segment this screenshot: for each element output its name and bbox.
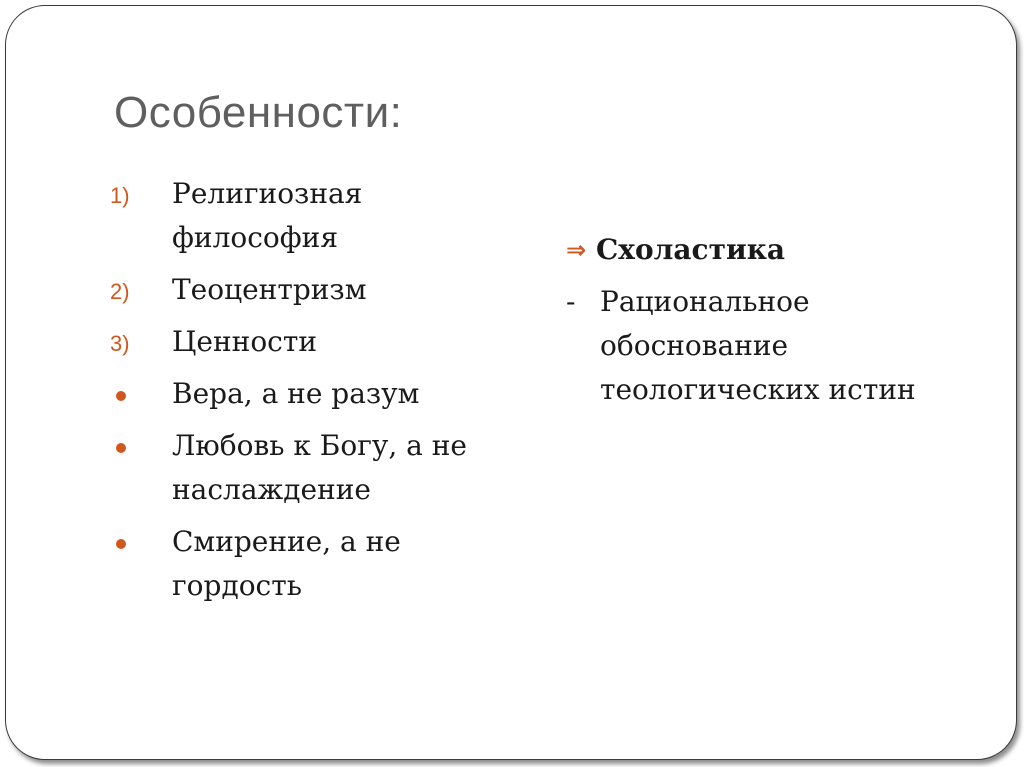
features-list <box>110 172 530 616</box>
list-number: 3) <box>110 331 130 356</box>
list-number: 1) <box>110 183 130 208</box>
list-item-text: Любовь к Богу, а не наслаждение <box>172 429 467 506</box>
scholasticism-block <box>566 228 986 412</box>
scholasticism-heading-row <box>566 228 986 272</box>
list-item-text: Ценности <box>172 325 318 358</box>
list-number: 2) <box>110 279 130 304</box>
dash-marker: - <box>566 285 576 318</box>
scholasticism-definition <box>566 280 986 412</box>
list-item <box>110 372 530 416</box>
scholasticism-heading: Схоластика <box>596 233 786 266</box>
list-item <box>110 320 530 364</box>
list-item-text: Смирение, а не гордость <box>172 525 401 602</box>
list-item-text: Теоцентризм <box>172 273 367 306</box>
list-item <box>110 268 530 312</box>
list-item <box>110 520 530 608</box>
list-item-text: Вера, а не разум <box>172 377 420 410</box>
bullet-icon <box>116 391 126 401</box>
double-arrow-icon: ⇒ <box>566 236 587 264</box>
bullet-icon <box>116 539 126 549</box>
slide-title: Особенности: <box>114 88 403 137</box>
list-item <box>110 424 530 512</box>
definition-text: Рациональное обоснование теологических истин <box>600 285 916 406</box>
slide <box>5 5 1017 760</box>
bullet-icon <box>116 443 126 453</box>
list-item-text: Религиозная философия <box>172 177 363 254</box>
list-item <box>110 172 530 260</box>
